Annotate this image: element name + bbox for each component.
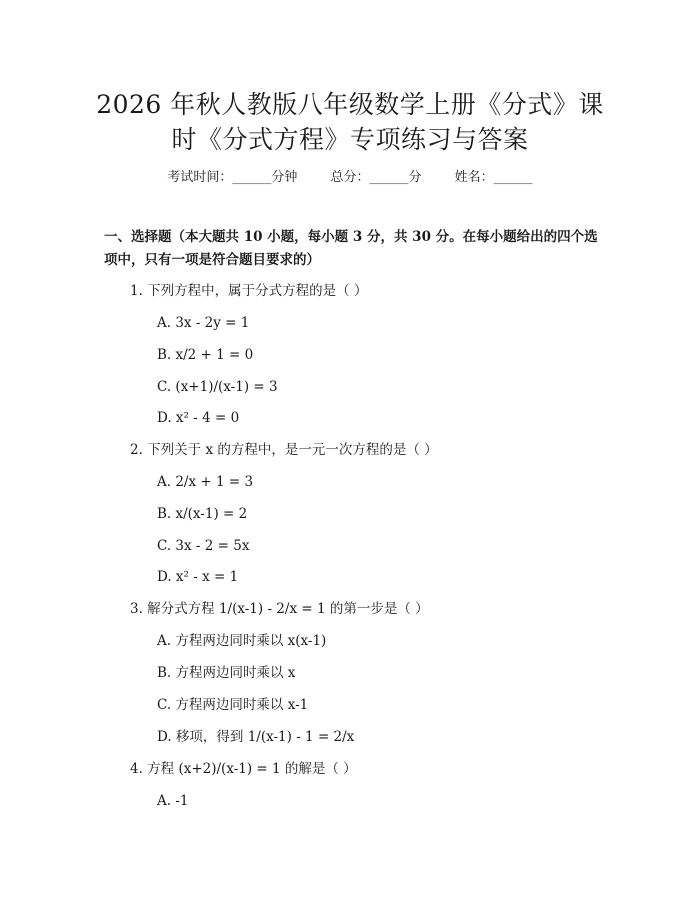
question-2-option-d: D. x² - x = 1 bbox=[157, 569, 239, 585]
total-score-field: 总分：______分 bbox=[330, 170, 422, 185]
exam-info-line bbox=[0, 168, 700, 188]
question-1-option-a: A. 3x - 2y = 1 bbox=[157, 315, 250, 331]
question-2-stem: 2. 下列关于 x 的方程中，是一元一次方程的是（ ） bbox=[130, 442, 438, 458]
question-1-stem: 1. 下列方程中，属于分式方程的是（ ） bbox=[130, 283, 368, 299]
question-3-option-c: C. 方程两边同时乘以 x-1 bbox=[157, 697, 309, 713]
question-4-stem: 4. 方程 (x+2)/(x-1) = 1 的解是（ ） bbox=[130, 761, 357, 777]
question-2-option-a: A. 2/x + 1 = 3 bbox=[157, 474, 254, 490]
question-2-option-c: C. 3x - 2 = 5x bbox=[157, 538, 250, 554]
section-heading-multiple-choice: 一、选择题（本大题共 10 小题，每小题 3 分，共 30 分。在每小题给出的四个选项中，只有一项是符合题目要求的） bbox=[104, 229, 598, 268]
student-name-field: 姓名：______ bbox=[454, 170, 533, 185]
question-3-option-d: D. 移项，得到 1/(x-1) - 1 = 2/x bbox=[157, 729, 355, 745]
question-2-option-b: B. x/(x-1) = 2 bbox=[157, 506, 248, 522]
question-1-option-b: B. x/2 + 1 = 0 bbox=[157, 347, 254, 363]
question-4-option-a: A. -1 bbox=[157, 793, 189, 809]
question-1-option-d: D. x² - 4 = 0 bbox=[157, 410, 240, 426]
exam-time-field: 考试时间：______分钟 bbox=[167, 170, 298, 185]
question-3-option-b: B. 方程两边同时乘以 x bbox=[157, 665, 296, 681]
question-3-option-a: A. 方程两边同时乘以 x(x-1) bbox=[157, 633, 327, 649]
document-title-line-1: 2026 年秋人教版八年级数学上册《分式》课 bbox=[96, 90, 604, 119]
document-title-line-2: 时《分式方程》专项练习与答案 bbox=[171, 125, 529, 154]
question-3-stem: 3. 解分式方程 1/(x-1) - 2/x = 1 的第一步是（ ） bbox=[130, 601, 429, 617]
question-1-option-c: C. (x+1)/(x-1) = 3 bbox=[157, 379, 278, 395]
